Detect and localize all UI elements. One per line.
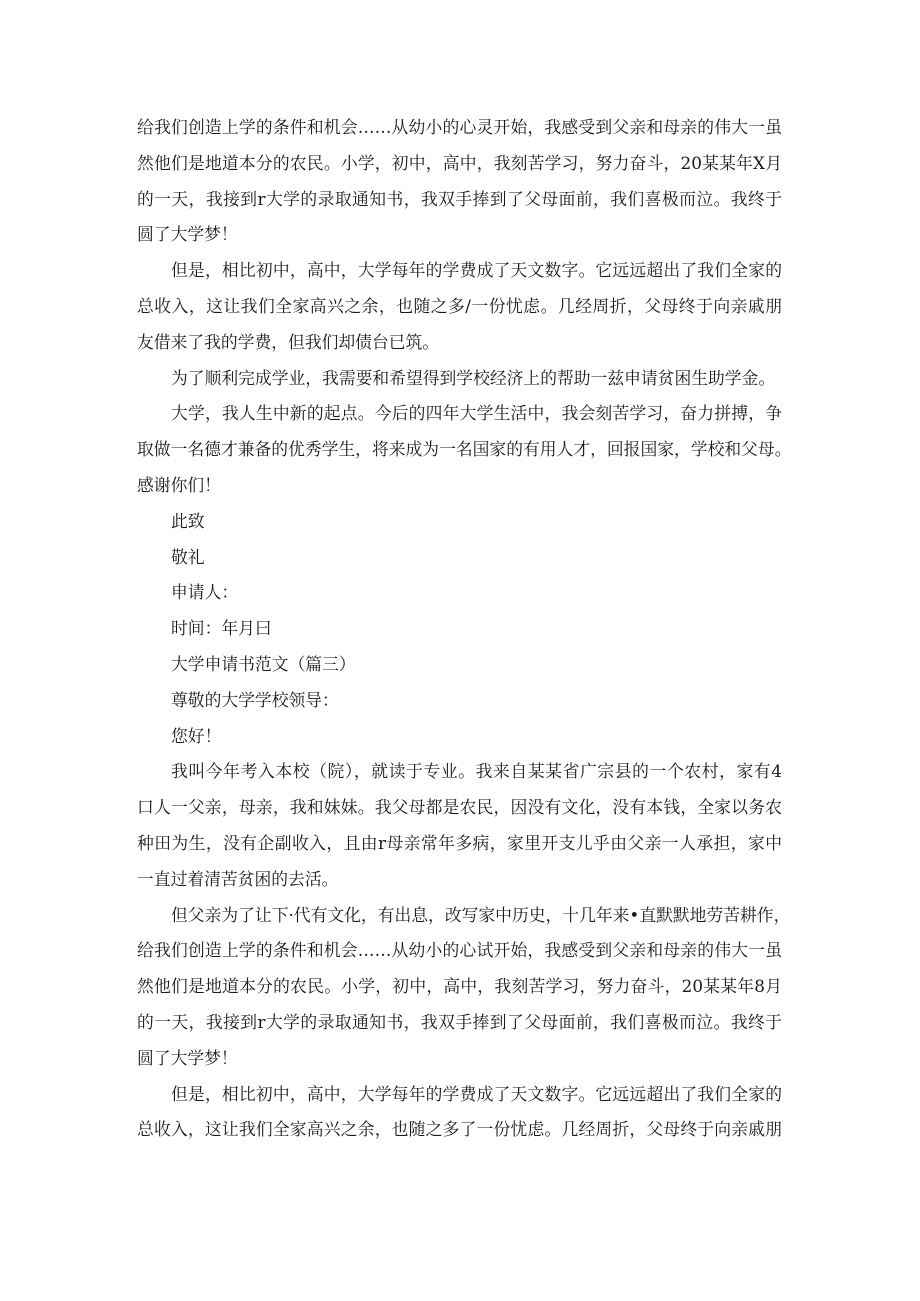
text-line: 敬礼 — [171, 546, 205, 567]
text-line: 一直过着清苦贫困的去活。 — [137, 868, 339, 889]
text-line: 时间：年月曰 — [171, 618, 272, 639]
text-line: 您好！ — [171, 725, 222, 746]
text-line: 圆了大学梦！ — [137, 1047, 238, 1068]
text-line: 但是，相比初中，高中，大学每年的学费成了天文数字。它远远超出了我们全家的 — [171, 260, 782, 281]
text-line: 申请人： — [171, 582, 239, 603]
text-line: 总收入，这让我们全家高兴之余，也随之多/一份忧虑。几经周折，父母终于向亲戚朋 — [137, 295, 782, 316]
text-line: 尊敬的大学学校领导： — [171, 689, 339, 710]
text-line: 然他们是地道本分的农民。小学，初中，高中，我刻苦学习，努力奋斗，20某某年8月 — [137, 976, 782, 997]
text-line: 但是，相比初中，高中，大学每年的学费成了天文数字。它远远超出了我们全家的 — [171, 1083, 782, 1104]
text-line: 为了顺利完成学业，我需要和希望得到学校经济上的帮助一兹申请贫困生助学金。 — [171, 367, 776, 388]
text-line: 给我们创造上学的条件和机会……从幼小的心试开始，我感受到父亲和母亲的伟大一虽 — [137, 940, 782, 961]
text-line: 的一天，我接到r大学的录取通知书，我双手捧到了父母面前，我们喜极而泣。我终于 — [137, 1011, 782, 1032]
text-line: 圆了大学梦！ — [137, 224, 238, 245]
text-line: 友借来了我的学费，但我们却债台已筑。 — [137, 331, 440, 352]
text-line: 然他们是地道本分的农民。小学，初中，高中，我刻苦学习，努力奋斗，20某某年X月 — [137, 152, 782, 173]
text-line: 取做一名德才兼备的优秀学生，将来成为一名国家的有用人才，回报国家，学校和父母。 — [137, 439, 792, 460]
text-line: 大学申请书范文（篇三） — [171, 653, 356, 674]
text-line: 感谢你们！ — [137, 474, 221, 495]
text-line: 总收入，这让我们全家高兴之余，也随之多了一份忧虑。几经周折，父母终于向亲戚朋 — [137, 1119, 782, 1140]
text-line: 此致 — [171, 510, 205, 531]
document-body — [137, 110, 792, 1148]
text-line: 种田为生，没有企副收入，且由r母亲常年多病，家里开支儿乎由父亲一人承担，家中 — [137, 832, 782, 853]
text-line: 口人一父亲，母亲，我和妹妹。我父母都是农民，因没有文化，没有本钱，全家以务农 — [137, 797, 782, 818]
text-line: 我叫今年考入本校（院），就读于专业。我来自某某省广宗县的一个农村，家有4 — [171, 761, 782, 782]
text-line: 但父亲为了让下·代有文化，有出息，改写家中历史，十几年来•直默默地劳苦耕作， — [171, 904, 791, 925]
text-line: 的一天，我接到r大学的录取通知书，我双手捧到了父母面前，我们喜极而泣。我终于 — [137, 188, 782, 209]
text-line: 大学，我人生中新的起点。今后的四年大学生活中，我会刻苦学习，奋力拼搏，争 — [171, 403, 782, 424]
text-line: 给我们创造上学的条件和机会……从幼小的心灵开始，我感受到父亲和母亲的伟大一虽 — [137, 117, 782, 137]
